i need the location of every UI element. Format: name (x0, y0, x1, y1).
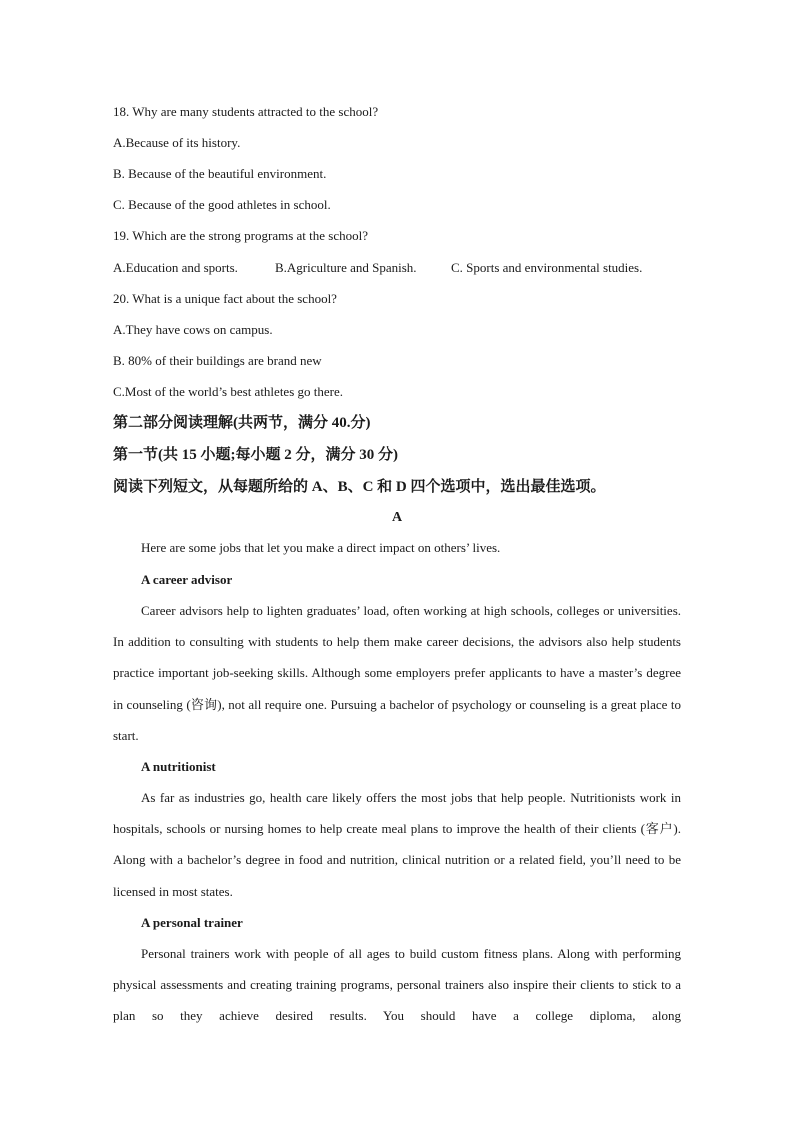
question-18-option-b: B. Because of the beautiful environment. (113, 166, 327, 181)
passage-label: A (391, 510, 403, 525)
job-text-career-advisor: Career advisors help to lighten graduates’ load, often working at high schools, colleges or universities. In addition to consulting with students to help them make career decisions, the advisors also help students practice important job-seeking skills. Although some employers prefer applicants to have a master’s degree in counseling (咨询), not all require one. Pursuing a bachelor of psychology or counseling is a great place to start. (113, 603, 681, 743)
job-text-nutritionist: As far as industries go, health care likely offers the most jobs that help people. Nutritionists work in hospitals, schools or nursing homes to help create meal plans to improve the health of their clients (客户). Along with a bachelor’s degree in food and nutrition, clinical nutrition or a related field, you’ll need to be licensed in most states. (113, 790, 681, 899)
job-title-career-advisor: A career advisor (141, 572, 233, 587)
question-18-option-c: C. Because of the good athletes in school. (113, 197, 331, 212)
question-18-stem: 18. Why are many students attracted to the school? (113, 104, 379, 119)
part-title: 第二部分阅读理解(共两节，满分 40.分) (113, 415, 371, 431)
question-20-option-a: A.They have cows on campus. (113, 322, 273, 337)
question-19-option-c: C. Sports and environmental studies. (451, 260, 643, 275)
question-19-option-b: B.Agriculture and Spanish. (275, 260, 417, 275)
question-18-option-a: A.Because of its history. (113, 135, 241, 150)
job-title-nutritionist: A nutritionist (141, 759, 216, 774)
section-title: 第一节(共 15 小题;每小题 2 分，满分 30 分) (113, 447, 398, 463)
question-20-option-b: B. 80% of their buildings are brand new (113, 353, 322, 368)
question-20-stem: 20. What is a unique fact about the school? (113, 291, 337, 306)
job-title-personal-trainer: A personal trainer (141, 915, 243, 930)
passage-intro: Here are some jobs that let you make a direct impact on others’ lives. (141, 540, 501, 555)
question-19-stem: 19. Which are the strong programs at the school? (113, 228, 368, 243)
question-19-options (113, 260, 681, 276)
section-instruction: 阅读下列短文，从每题所给的 A、B、C 和 D 四个选项中，选出最佳选项。 (113, 479, 606, 495)
question-20-option-c: C.Most of the world’s best athletes go there. (113, 384, 343, 399)
job-text-personal-trainer: Personal trainers work with people of all ages to build custom fitness plans. Along with performing physical assessments and creating training programs, personal trainers also inspire their clients to stick to a plan so they achieve desired results. You should have a college diploma, along (113, 946, 681, 1024)
question-19-option-a: A.Education and sports. (113, 260, 238, 275)
